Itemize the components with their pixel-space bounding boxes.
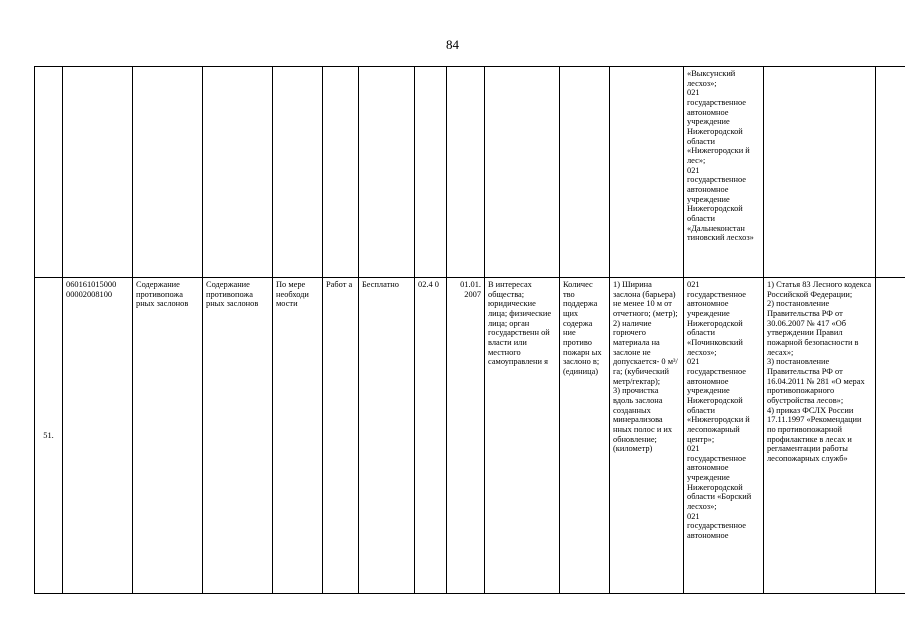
cell-type (323, 67, 359, 278)
cell-name: Содержание противопожа рных заслонов (133, 278, 203, 594)
cell-code (63, 67, 133, 278)
cell-condition: По мере необходи мости (273, 278, 323, 594)
cell-consumers (485, 67, 560, 278)
cell-volume: Количес тво поддержа щих содержа ние противо пожарн ых заслоно в; (единица) (560, 278, 610, 594)
cell-content: Содержание противопожа рных заслонов (203, 278, 273, 594)
page-number: 84 (446, 37, 459, 52)
cell-recipients: 021 государственное автономное учреждение Нижегородской области «Починковский лесхоз»; 021 государственное автономное учреждение Нижегородской области «Нижегородски й лесопожарный центр»; 021 государственное автономное учреждение Нижегородской области «Борский лесхоз»; 021 государственное автономное (684, 278, 764, 594)
cell-legal (764, 67, 876, 278)
cell-payment (359, 67, 415, 278)
cell-legal: 1) Статья 83 Лесного кодекса Российской Федерации; 2) постановление Правительства РФ от 30.06.2007 № 417 «Об утверждении Правил пожарной безопасности в лесах»; 3) постановление Правительства РФ от 16.04.2011 № 281 «О мерах противопожарного обустройства лесов»; 4) приказ ФСЛХ России 17.11.1997 «Рекомендации по противопожарной профилактике в лесах и регламентации работы лесопожарных служб» (764, 278, 876, 594)
cell-recipients: «Выксунский лесхоз»; 021 государственное автономное учреждение Нижегородской области «Нижегородски й лес»; 021 государственное автономное учреждение Нижегородской области «Дальнеконстан тиновский лесхоз» (684, 67, 764, 278)
cell-consumers: В интересах общества; юридические лица; физические лица; орган государственн ой власти или местного самоуправлени я (485, 278, 560, 594)
cell-okved (415, 67, 447, 278)
cell-num: 51. (35, 278, 63, 594)
cell-last (876, 278, 905, 594)
cell-type: Работ а (323, 278, 359, 594)
cell-quality (610, 67, 684, 278)
cell-code: 060161015000 00002008100 (63, 278, 133, 594)
cell-last (876, 67, 905, 278)
cell-name (133, 67, 203, 278)
services-table (34, 66, 905, 594)
table-row-continuation (35, 67, 905, 278)
cell-num (35, 67, 63, 278)
cell-volume (560, 67, 610, 278)
table-row-51 (35, 278, 905, 594)
cell-quality: 1) Ширина заслона (барьера) не менее 10 м от отчетного; (метр); 2) наличие горючего материала на заслоне не допускается- 0 м³/га; (кубический метр/гектар); 3) прочистка вдоль заслона созданных минерализова нных полос и их обновление; (километр) (610, 278, 684, 594)
cell-date (447, 67, 485, 278)
cell-condition (273, 67, 323, 278)
cell-content (203, 67, 273, 278)
cell-okved: 02.4 0 (415, 278, 447, 594)
cell-payment: Бесплатно (359, 278, 415, 594)
cell-date: 01.01. 2007 (447, 278, 485, 594)
